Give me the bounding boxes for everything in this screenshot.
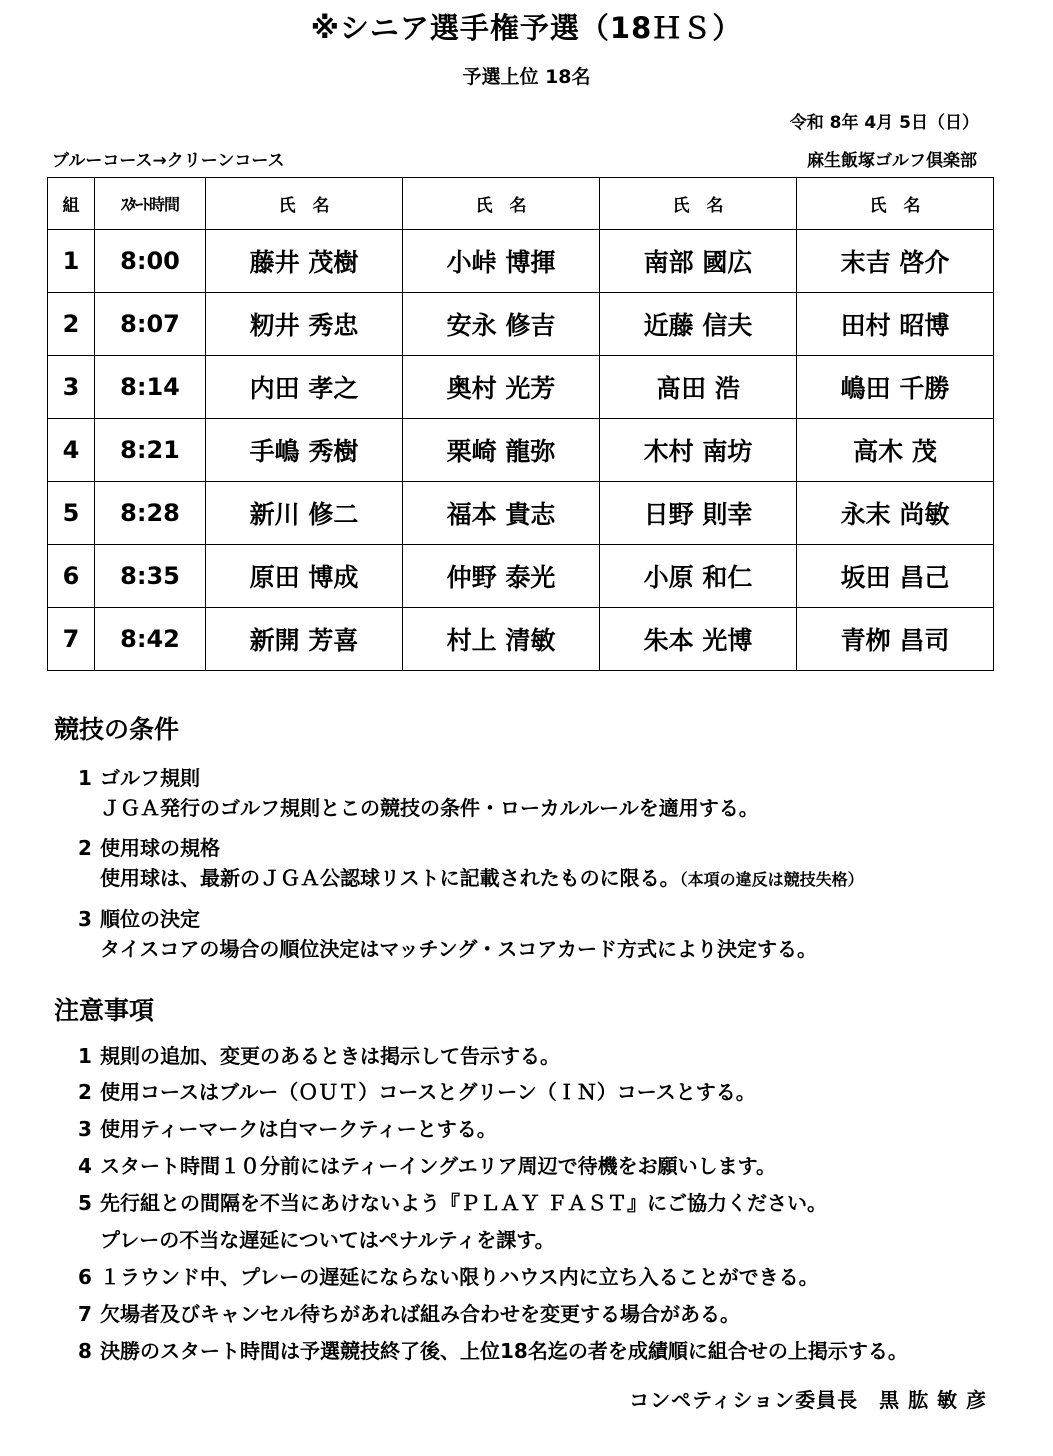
- header-name: 氏 名: [600, 178, 797, 230]
- start-time: 8:35: [95, 545, 206, 608]
- table-row: [48, 545, 994, 608]
- table-row: [48, 482, 994, 545]
- tee-time-table: [47, 177, 994, 671]
- item-number: 1: [78, 1044, 92, 1068]
- condition-title: [78, 832, 220, 861]
- player-name: 永末 尚敏: [797, 482, 994, 545]
- table-row: [48, 230, 994, 293]
- condition-body: ＪＧＡ発行のゴルフ規則とこの競技の条件・ローカルルールを適用する。: [100, 796, 759, 820]
- item-number: 3: [78, 907, 92, 931]
- table-row: [48, 356, 994, 419]
- notes-heading: 注意事項: [54, 996, 155, 1025]
- item-number: 7: [78, 1302, 92, 1326]
- signature: コンペティション委員長 黒 肱 敏 彦: [629, 1388, 987, 1412]
- player-name: 籾井 秀忠: [206, 293, 403, 356]
- group-number: 4: [48, 419, 95, 482]
- player-name: 奥村 光芳: [403, 356, 600, 419]
- item-number: 5: [78, 1191, 92, 1215]
- note-item: [78, 1040, 560, 1069]
- player-name: 藤井 茂樹: [206, 230, 403, 293]
- note-item: [78, 1298, 740, 1327]
- player-name: 小原 和仁: [600, 545, 797, 608]
- player-name: 内田 孝之: [206, 356, 403, 419]
- start-time: 8:07: [95, 293, 206, 356]
- group-number: 5: [48, 482, 95, 545]
- player-name: 南部 國広: [600, 230, 797, 293]
- header-name: 氏 名: [403, 178, 600, 230]
- note-continuation: プレーの不当な遅延についてはペナルティを課す。: [100, 1228, 555, 1252]
- note-text: 使用コースはブルー（ＯＵＴ）コースとグリーン（ＩＮ）コースとする。: [100, 1080, 756, 1104]
- note-item: [78, 1076, 756, 1105]
- item-number: 8: [78, 1339, 92, 1363]
- player-name: 末吉 啓介: [797, 230, 994, 293]
- group-number: 1: [48, 230, 95, 293]
- player-name: 福本 貴志: [403, 482, 600, 545]
- player-name: 朱本 光博: [600, 608, 797, 671]
- player-name: 嶋田 千勝: [797, 356, 994, 419]
- course-route: ブルーコース→クリーンコース: [52, 151, 285, 171]
- table-row: [48, 293, 994, 356]
- condition-title: [78, 903, 200, 932]
- note-item: [78, 1335, 908, 1364]
- condition-body: タイスコアの場合の順位決定はマッチング・スコアカード方式により決定する。: [100, 937, 817, 961]
- start-time: 8:28: [95, 482, 206, 545]
- condition-title: [78, 762, 200, 791]
- item-number: 3: [78, 1117, 92, 1141]
- group-number: 6: [48, 545, 95, 608]
- player-name: 田村 昭博: [797, 293, 994, 356]
- player-name: 高木 茂: [797, 419, 994, 482]
- condition-title-text: 使用球の規格: [100, 836, 220, 860]
- club-name: 麻生飯塚ゴルフ倶楽部: [807, 151, 977, 171]
- table-header-row: [48, 178, 994, 230]
- item-number: 2: [78, 1080, 92, 1104]
- player-name: 村上 清敏: [403, 608, 600, 671]
- note-item: [78, 1261, 819, 1290]
- header-name: 氏 名: [206, 178, 403, 230]
- player-name: 坂田 昌己: [797, 545, 994, 608]
- conditions-heading: 競技の条件: [54, 715, 180, 744]
- note-text: スタート時間１０分前にはティーイングエリア周辺で待機をお願いします。: [100, 1154, 776, 1178]
- note-text: １ラウンド中、プレーの遅延にならない限りハウス内に立ち入ることができる。: [100, 1265, 819, 1289]
- note-text: 先行組との間隔を不当にあけないよう『ＰＬＡＹ ＦＡＳＴ』にご協力ください。: [100, 1191, 827, 1215]
- player-name: 新開 芳喜: [206, 608, 403, 671]
- condition-note: （本項の違反は競技失格）: [679, 870, 864, 889]
- player-name: 新川 修二: [206, 482, 403, 545]
- player-name: 安永 修吉: [403, 293, 600, 356]
- player-name: 手嶋 秀樹: [206, 419, 403, 482]
- condition-title-text: 順位の決定: [100, 907, 200, 931]
- start-time: 8:42: [95, 608, 206, 671]
- item-number: 1: [78, 766, 92, 790]
- condition-body: [100, 862, 864, 891]
- note-item: [78, 1187, 827, 1216]
- start-time: 8:00: [95, 230, 206, 293]
- header-group: 組: [48, 178, 95, 230]
- group-number: 7: [48, 608, 95, 671]
- page-subtitle: 予選上位 18名: [462, 66, 591, 88]
- header-start-time: ｽﾀｰﾄ時間: [95, 178, 206, 230]
- note-text: 欠場者及びキャンセル待ちがあれば組み合わせを変更する場合がある。: [100, 1302, 740, 1326]
- table-row: [48, 419, 994, 482]
- player-name: 髙田 浩: [600, 356, 797, 419]
- condition-title-text: ゴルフ規則: [100, 766, 200, 790]
- player-name: 青栁 昌司: [797, 608, 994, 671]
- group-number: 3: [48, 356, 95, 419]
- note-text: 規則の追加、変更のあるときは掲示して告示する。: [100, 1044, 560, 1068]
- start-time: 8:14: [95, 356, 206, 419]
- page-title: ※シニア選手権予選（18ＨＳ）: [310, 11, 743, 45]
- group-number: 2: [48, 293, 95, 356]
- note-item: [78, 1150, 776, 1179]
- player-name: 日野 則幸: [600, 482, 797, 545]
- note-text: 決勝のスタート時間は予選競技終了後、上位18名迄の者を成績順に組合せの上掲示する。: [100, 1339, 908, 1363]
- item-number: 2: [78, 836, 92, 860]
- condition-body-text: 使用球は、最新のＪＧＡ公認球リストに記載されたものに限る。: [100, 866, 680, 890]
- item-number: 6: [78, 1265, 92, 1289]
- note-text: 使用ティーマークは白マークティーとする。: [100, 1117, 497, 1141]
- player-name: 木村 南坊: [600, 419, 797, 482]
- player-name: 仲野 泰光: [403, 545, 600, 608]
- event-date: 令和 8年 4月 5日（日）: [789, 113, 979, 133]
- player-name: 栗崎 龍弥: [403, 419, 600, 482]
- item-number: 4: [78, 1154, 92, 1178]
- header-name: 氏 名: [797, 178, 994, 230]
- table-row: [48, 608, 994, 671]
- start-time: 8:21: [95, 419, 206, 482]
- player-name: 近藤 信夫: [600, 293, 797, 356]
- player-name: 小峠 博揮: [403, 230, 600, 293]
- note-item: [78, 1113, 497, 1142]
- player-name: 原田 博成: [206, 545, 403, 608]
